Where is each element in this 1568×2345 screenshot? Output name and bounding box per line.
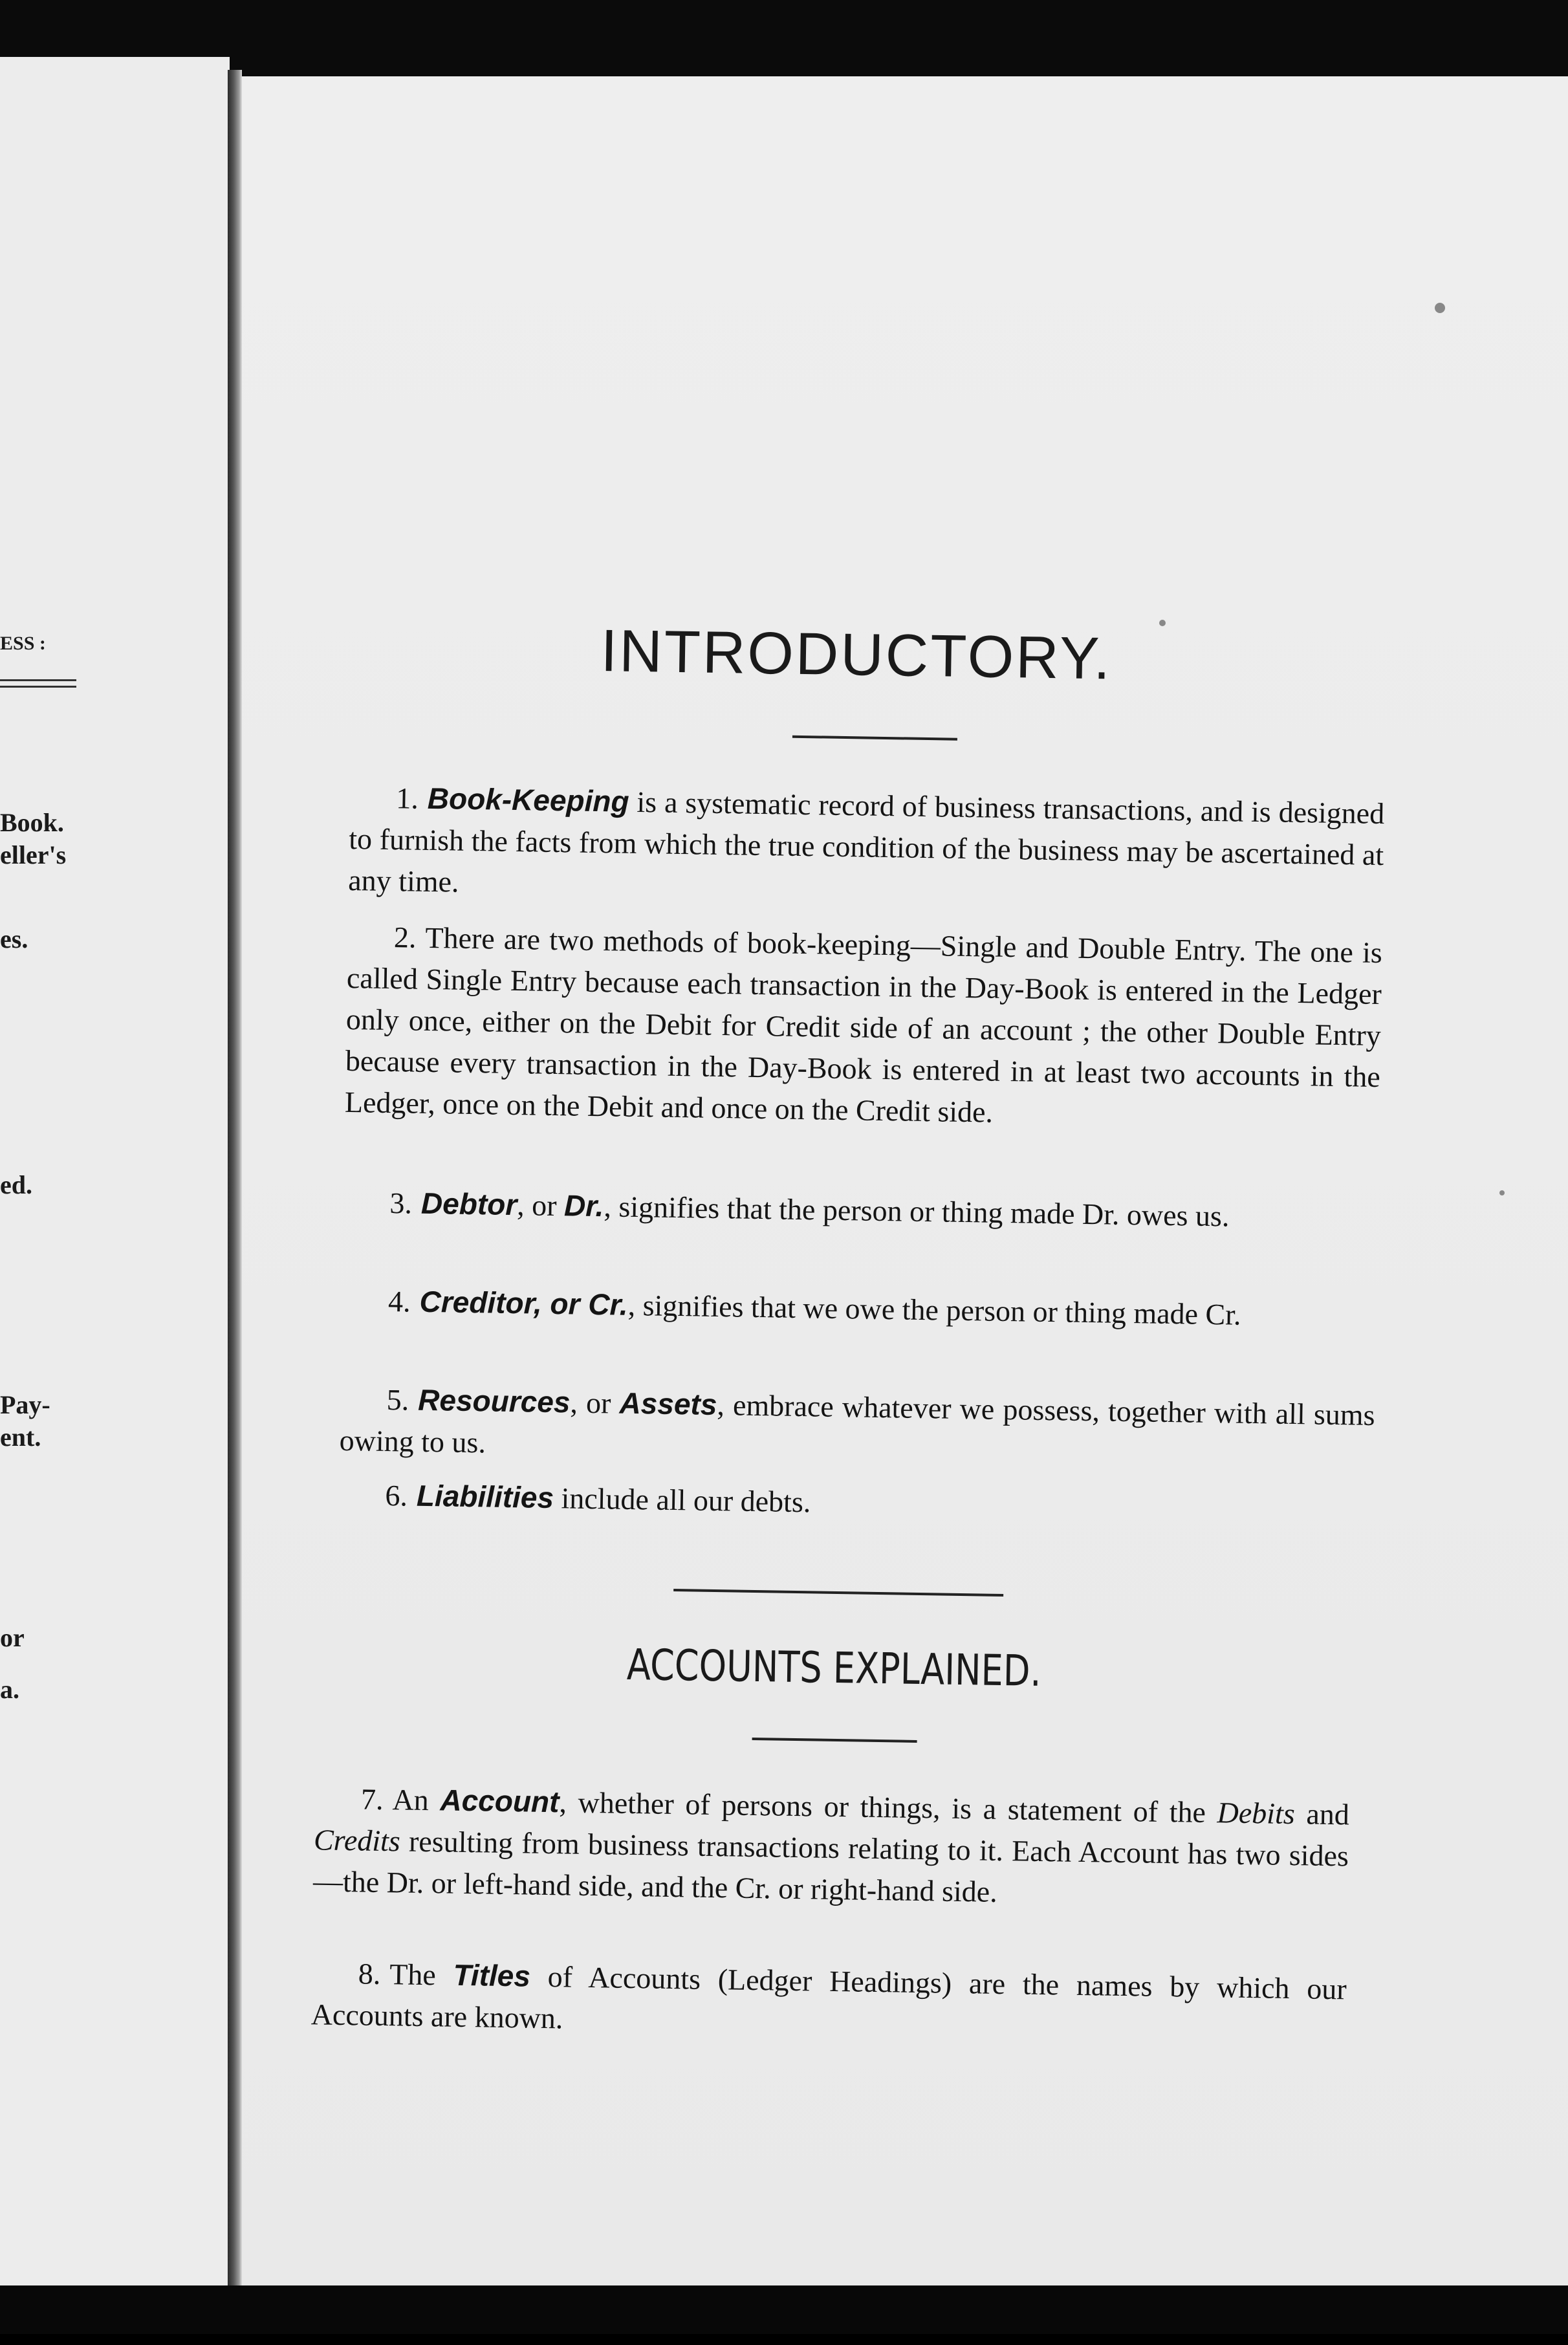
heading-rule (752, 1738, 917, 1743)
paragraph-text: and (1294, 1797, 1350, 1831)
left-fragment: Pay- (0, 1390, 50, 1419)
left-fragment: eller's (0, 840, 67, 869)
left-fragment: or (0, 1623, 25, 1652)
paragraph-text: resulting from business transactions relating to it. Each Account has two sides—the Dr. or left-hand side, and the Cr. or right-hand side. (312, 1824, 1349, 1908)
term-credits: Credits (313, 1823, 401, 1858)
paper-speck (1159, 620, 1166, 626)
paragraph-6 (338, 1474, 1374, 1532)
paragraph-text: The (389, 1958, 454, 1992)
paragraph-number: 4. (387, 1285, 411, 1318)
term-liabilities: Liabilities (416, 1478, 554, 1515)
left-fragment: Book. (0, 808, 64, 837)
term-account: Account (440, 1783, 560, 1819)
paragraph-7 (313, 1777, 1350, 1918)
paragraph-number: 1. (395, 781, 419, 815)
paragraph-text: , or (570, 1386, 620, 1420)
paragraph-text: of Accounts (Ledger Headings) are the names by which our Accounts are known. (310, 1959, 1347, 2035)
term-debtor: Debtor (420, 1186, 517, 1222)
paper-speck (1435, 303, 1445, 313)
section-divider (673, 1589, 1003, 1597)
paragraph-number: 8. (358, 1957, 381, 1991)
paragraph-text: , or (516, 1188, 565, 1223)
left-fragment: ESS : (0, 633, 46, 654)
left-fragment: ent. (0, 1423, 41, 1452)
term-titles: Titles (453, 1958, 531, 1993)
left-fragment: ed. (0, 1170, 32, 1199)
left-fragment: a. (0, 1675, 19, 1704)
paragraph-1 (348, 776, 1385, 917)
term-resources: Resources (417, 1382, 571, 1419)
left-fragment: es. (0, 924, 28, 954)
paragraph-number: 2. (393, 921, 417, 954)
term-creditor: Creditor, or Cr. (419, 1284, 629, 1322)
paragraph-3 (343, 1181, 1378, 1239)
paragraph-4 (342, 1280, 1377, 1338)
term-debits: Debits (1217, 1796, 1296, 1831)
paper-speck (1499, 1190, 1505, 1195)
paragraph-5 (339, 1378, 1375, 1478)
paragraph-text: , whether of persons or things, is a statement of the (559, 1785, 1218, 1829)
term-book-keeping: Book-Keeping (427, 781, 630, 818)
paragraph-text: , signifies that the person or thing made Dr. owes us. (604, 1190, 1230, 1233)
introductory-heading: INTRODUCTORY. (600, 618, 1113, 692)
paragraph-text: is a systematic record of business transactions, and is designed to furnish the facts from which the true condition of the business may be ascertained at any time. (347, 785, 1385, 899)
paragraph-8 (310, 1952, 1347, 2051)
accounts-explained-heading: ACCOUNTS EXPLAINED. (626, 1639, 1042, 1696)
paragraph-text: An (392, 1783, 441, 1817)
heading-rule (792, 736, 957, 741)
paragraph-number: 6. (385, 1478, 408, 1512)
paragraph-text: , signifies that we owe the person or thing made Cr. (627, 1288, 1241, 1331)
paragraph-text: There are two methods of book-keeping—Single and Double Entry. The one is called Single Entry because each transaction in the Day-Book is entered in the Ledger only once, either on the Debit for Credit side of an account ; the other Double Entry because every transaction in the Day-Book is entered in at least two accounts in the Ledger, once on the Debit and once on the Credit side. (344, 921, 1383, 1129)
paragraph-number: 3. (389, 1186, 413, 1220)
paragraph-text: , embrace whatever we possess, together with all sums owing to us. (339, 1388, 1375, 1459)
paragraph-text: include all our debts. (553, 1481, 811, 1519)
paragraph-2 (344, 916, 1382, 1139)
term-dr: Dr. (563, 1188, 604, 1223)
paragraph-number: 5. (386, 1383, 409, 1417)
term-assets: Assets (619, 1386, 717, 1422)
paragraph-number: 7. (360, 1782, 384, 1816)
